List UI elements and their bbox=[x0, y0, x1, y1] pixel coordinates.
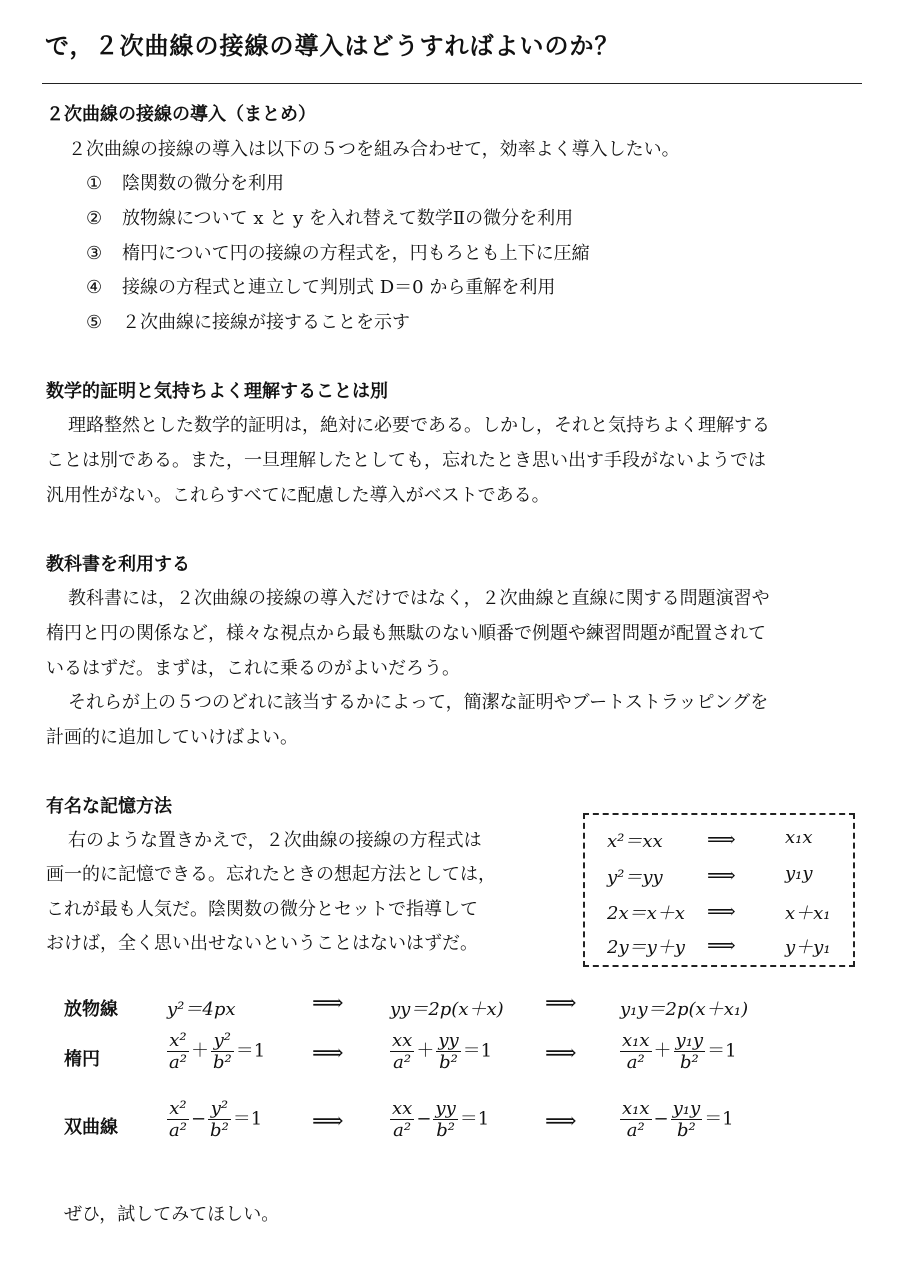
parabola-substituted: yy＝2p(x＋x) bbox=[390, 999, 504, 1020]
equation-rhs: ＝1 bbox=[232, 1108, 263, 1130]
substitution-rhs: y＋y₁ bbox=[785, 937, 831, 958]
section-heading-textbook: 教科書を利用する bbox=[46, 554, 190, 575]
numerator: yy bbox=[438, 1030, 459, 1051]
substitution-rhs: x＋x₁ bbox=[785, 903, 831, 924]
operator: − bbox=[416, 1108, 432, 1130]
page-title: で，２次曲線の接線の導入はどうすればよいのか？ bbox=[45, 32, 620, 60]
numerator: x² bbox=[167, 1098, 189, 1120]
paragraph-line: 画一的に記憶できる。忘れたときの想起方法としては， bbox=[46, 864, 496, 885]
numerator: xx bbox=[392, 1030, 413, 1051]
section-heading-summary: ２次曲線の接線の導入（まとめ） bbox=[46, 104, 316, 125]
equation-rhs: ＝1 bbox=[704, 1108, 734, 1130]
numerator: x² bbox=[167, 1030, 189, 1052]
list-item-number: ③ bbox=[86, 243, 103, 264]
denominator: a² bbox=[169, 1120, 187, 1141]
implies-arrow-icon: ⟹ bbox=[545, 991, 577, 1016]
substitution-row bbox=[607, 933, 847, 963]
denominator: a² bbox=[169, 1052, 187, 1073]
ellipse-substituted bbox=[388, 1030, 492, 1073]
denominator: b² bbox=[439, 1052, 458, 1073]
denominator: a² bbox=[626, 1052, 645, 1073]
substitution-rhs: y₁y bbox=[785, 863, 813, 884]
denominator: a² bbox=[393, 1052, 412, 1073]
implies-arrow-icon: ⟹ bbox=[312, 1109, 344, 1134]
list-item-text: 陰関数の微分を利用 bbox=[122, 173, 284, 194]
numerator: yy bbox=[435, 1098, 456, 1119]
section-heading-memory: 有名な記憶方法 bbox=[46, 796, 172, 817]
parabola-equation: y²＝4px bbox=[167, 999, 236, 1020]
operator: ＋ bbox=[416, 1040, 435, 1062]
equation-rhs: ＝1 bbox=[459, 1108, 490, 1130]
paragraph-line: いるはずだ。まずは，これに乗るのがよいだろう。 bbox=[46, 658, 460, 679]
curve-label-parabola: 放物線 bbox=[64, 999, 118, 1020]
closing-line: ぜひ，試してみてほしい。 bbox=[64, 1204, 280, 1225]
operator: − bbox=[653, 1108, 669, 1130]
title-divider bbox=[42, 83, 862, 84]
operator: − bbox=[190, 1108, 207, 1130]
hyperbola-tangent bbox=[618, 1098, 734, 1141]
paragraph-line: 教科書には，２次曲線の接線の導入だけではなく，２次曲線と直線に関する問題演習や bbox=[68, 588, 770, 609]
numerator: y₁y bbox=[675, 1030, 704, 1051]
numerator: y² bbox=[211, 1030, 234, 1052]
implies-arrow-icon: ⟹ bbox=[707, 899, 736, 923]
denominator: b² bbox=[436, 1120, 455, 1141]
curve-label-hyperbola: 双曲線 bbox=[64, 1117, 118, 1138]
list-item-number: ② bbox=[86, 208, 103, 229]
numerator: x₁x bbox=[622, 1098, 650, 1119]
ellipse-equation bbox=[165, 1030, 265, 1073]
numerator: x₁x bbox=[622, 1030, 650, 1051]
paragraph-line: 汎用性がない。これらすべてに配慮した導入がベストである。 bbox=[46, 485, 550, 506]
substitution-lhs: 2y＝y＋y bbox=[607, 937, 685, 958]
denominator: b² bbox=[210, 1120, 229, 1141]
equation-rhs: ＝1 bbox=[235, 1040, 266, 1062]
numerator: y² bbox=[208, 1098, 231, 1120]
ellipse-tangent bbox=[618, 1030, 737, 1073]
operator: ＋ bbox=[190, 1040, 209, 1062]
paragraph-line: 計画的に追加していけばよい。 bbox=[46, 727, 298, 748]
numerator: xx bbox=[392, 1098, 413, 1119]
list-item-text: 楕円について円の接線の方程式を，円もろとも上下に圧縮 bbox=[122, 243, 590, 264]
equation-rhs: ＝1 bbox=[462, 1040, 493, 1062]
implies-arrow-icon: ⟹ bbox=[545, 1041, 577, 1066]
substitution-row bbox=[607, 899, 847, 929]
substitution-box bbox=[583, 813, 855, 967]
section-heading-proof: 数学的証明と気持ちよく理解することは別 bbox=[46, 381, 388, 402]
list-item-text: ２次曲線に接線が接することを示す bbox=[122, 312, 410, 333]
paragraph-line: これが最も人気だ。陰関数の微分とセットで指導して bbox=[46, 899, 478, 920]
substitution-lhs: y²＝yy bbox=[607, 867, 663, 888]
paragraph-line: ことは別である。また，一旦理解したとしても，忘れたとき思い出す手段がないようでは bbox=[46, 450, 766, 471]
numerator: y₁y bbox=[672, 1098, 701, 1119]
parabola-tangent: y₁y＝2p(x＋x₁) bbox=[620, 999, 749, 1020]
hyperbola-equation bbox=[165, 1098, 262, 1141]
curve-label-ellipse: 楕円 bbox=[64, 1049, 100, 1070]
denominator: b² bbox=[212, 1052, 232, 1073]
substitution-row bbox=[607, 827, 847, 857]
list-item bbox=[86, 308, 410, 334]
list-item bbox=[86, 169, 284, 195]
denominator: b² bbox=[677, 1120, 696, 1141]
denominator: a² bbox=[393, 1120, 412, 1141]
implies-arrow-icon: ⟹ bbox=[707, 827, 736, 851]
implies-arrow-icon: ⟹ bbox=[312, 1041, 344, 1066]
hyperbola-substituted bbox=[388, 1098, 489, 1141]
list-item-number: ⑤ bbox=[86, 312, 103, 333]
list-item bbox=[86, 204, 573, 230]
substitution-lhs: 2x＝x＋x bbox=[607, 903, 685, 924]
implies-arrow-icon: ⟹ bbox=[312, 991, 344, 1016]
paragraph-line: 右のような置きかえで，２次曲線の接線の方程式は bbox=[68, 830, 482, 851]
implies-arrow-icon: ⟹ bbox=[707, 863, 736, 887]
list-item bbox=[86, 273, 555, 299]
implies-arrow-icon: ⟹ bbox=[707, 933, 736, 957]
list-item-number: ① bbox=[86, 173, 103, 194]
paragraph-line: 楕円と円の関係など，様々な視点から最も無駄のない順番で例題や練習問題が配置されて bbox=[46, 623, 766, 644]
denominator: a² bbox=[626, 1120, 645, 1141]
summary-intro: ２次曲線の接線の導入は以下の５つを組み合わせて，効率よく導入したい。 bbox=[68, 139, 680, 160]
substitution-row bbox=[607, 863, 847, 893]
denominator: b² bbox=[679, 1052, 699, 1073]
implies-arrow-icon: ⟹ bbox=[545, 1109, 577, 1134]
substitution-rhs: x₁x bbox=[785, 827, 813, 848]
equation-rhs: ＝1 bbox=[707, 1040, 737, 1062]
list-item-number: ④ bbox=[86, 277, 103, 298]
paragraph-line: それらが上の５つのどれに該当するかによって，簡潔な証明やブートストラッピングを bbox=[68, 692, 769, 713]
operator: ＋ bbox=[653, 1040, 672, 1062]
list-item-text: 接線の方程式と連立して判別式 D＝0 から重解を利用 bbox=[122, 277, 556, 298]
paragraph-line: 理路整然とした数学的証明は，絶対に必要である。しかし，それと気持ちよく理解する bbox=[68, 415, 770, 436]
list-item bbox=[86, 239, 590, 265]
substitution-lhs: x²＝xx bbox=[607, 831, 663, 852]
paragraph-line: おけば，全く思い出せないということはないはずだ。 bbox=[46, 933, 478, 954]
list-item-text: 放物線について x と y を入れ替えて数学Ⅱの微分を利用 bbox=[122, 208, 574, 229]
